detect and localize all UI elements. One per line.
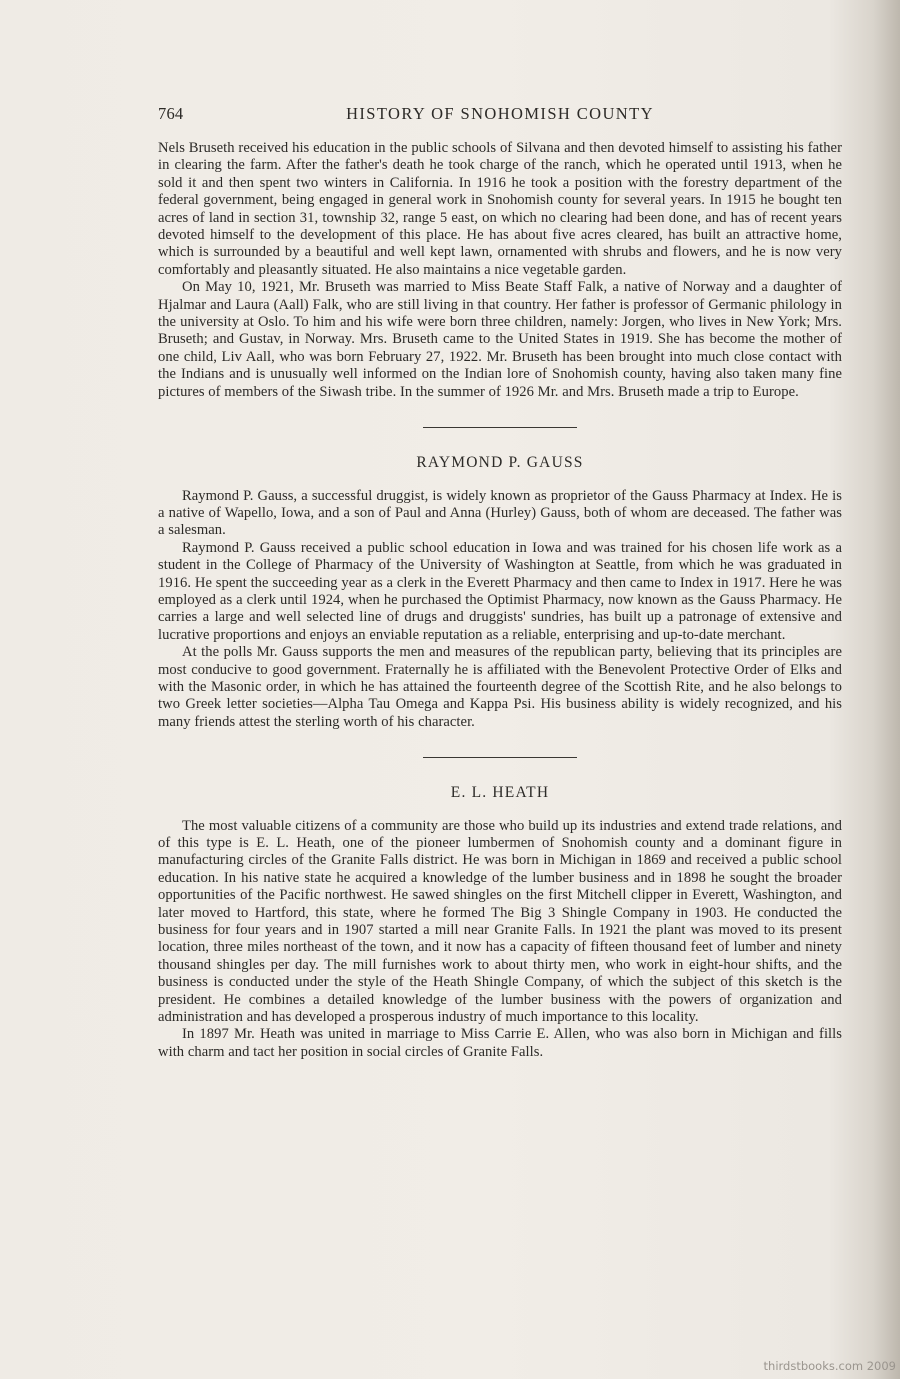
- heath-section-title: E. L. HEATH: [450, 784, 550, 802]
- intro-paragraph-1: Nels Bruseth received his education in the public schools of Silvana and then devoted himself to assisting his father in clearing the farm. After the father's death he took charge of the ranch, which he operated until 1913, when he sold it and then spent two winters in California. In 1916 he took a position with the forestry department of the federal government, being engaged in general work in Snohomish county for several years. In 1915 he bought ten acres of land in section 31, township 32, range 5 east, on which no clearing had been done, and has of recent years devoted himself to the development of this place. He has about five acres cleared, has built an attractive home, which is surrounded by a beautiful and well kept lawn, ornamented with shrubs and flowers, and he is now very comfortably and pleasantly situated. He also maintains a nice vegetable garden.: [158, 140, 842, 278]
- running-title: HISTORY OF SNOHOMISH COUNTY: [346, 104, 654, 123]
- heath-paragraph-1: The most valuable citizens of a community are those who build up its industries and extend trade relations, and of this type is E. L. Heath, one of the pioneer lumbermen of Snohomish county and a dominant figure in manufacturing circles of the Granite Falls district. He was born in Michigan in 1869 and received a public school education. In his native state he acquired a knowledge of the lumber business and in 1898 he sought the broader opportunities of the Pacific northwest. He sawed shingles on the first Mitchell clipper in Everett, Washington, and later moved to Hartford, this state, where he formed The Big 3 Shingle Company in 1903. He conducted the business for four years and in 1907 started a mill near Granite Falls. In 1921 the plant was moved to its present location, three miles northeast of the town, and it now has a capacity of fifteen thousand feet of lumber and ninety thousand shingles per day. The mill furnishes work to about thirty men, who work in eight-hour shifts, and the business is conducted under the style of the Heath Shingle Company, of which the subject of this sketch is the president. He combines a detailed knowledge of the lumber business with the powers of organization and administration and has developed a prosperous industry of much importance to this locality.: [158, 817, 842, 1026]
- page-number: 764: [158, 104, 184, 123]
- heath-paragraph-2: In 1897 Mr. Heath was united in marriage to Miss Carrie E. Allen, who was also born in Michigan and fills with charm and tact her position in social circles of Granite Falls.: [158, 1026, 842, 1060]
- watermark: thirdstbooks.com 2009: [763, 1359, 896, 1373]
- intro-paragraph-2: On May 10, 1921, Mr. Bruseth was married to Miss Beate Staff Falk, a native of Norway and a daughter of Hjalmar and Laura (Aall) Falk, who are still living in that country. Her father is professor of Germanic philology in the university at Oslo. To him and his wife were born three children, namely: Jorgen, who lives in New York; Mrs. Bruseth; and Gustav, in Norway. Mrs. Bruseth came to the United States in 1919. She has become the mother of one child, Liv Aall, who was born February 27, 1922. Mr. Bruseth has been brought into much close contact with the Indians and is unusually well informed on the Indian lore of Snohomish county, having also taken many fine pictures of members of the Siwash tribe. In the summer of 1926 Mr. and Mrs. Bruseth made a trip to Europe.: [158, 279, 842, 400]
- page-content: [158, 140, 842, 1061]
- gauss-section-title: RAYMOND P. GAUSS: [416, 454, 584, 472]
- gauss-paragraph-2: Raymond P. Gauss received a public school education in Iowa and was trained for his chosen life work as a student in the College of Pharmacy of the University of Washington at Seattle, from which he was graduated in 1916. He spent the succeeding year as a clerk in the Everett Pharmacy and then came to Index in 1917. Here he was employed as a clerk until 1924, when he purchased the Optimist Pharmacy, now known as the Gauss Pharmacy. He carries a large and well selected line of drugs and druggists' sundries, has built up a patronage of extensive and lucrative proportions and enjoys an enviable reputation as a reliable, enterprising and up-to-date merchant.: [158, 539, 842, 643]
- gauss-paragraph-3: At the polls Mr. Gauss supports the men and measures of the republican party, believing that its principles are most conducive to good government. Fraternally he is affiliated with the Benevolent Protective Order of Elks and with the Masonic order, in which he has attained the fourteenth degree of the Scottish Rite, and he also belongs to two Greek letter societies—Alpha Tau Omega and Kappa Psi. His business ability is widely recognized, and his many friends attest the sterling worth of his character.: [158, 644, 842, 730]
- page-header: [158, 104, 842, 126]
- gauss-paragraph-1: Raymond P. Gauss, a successful druggist, is widely known as proprietor of the Gauss Pharmacy at Index. He is a native of Wapello, Iowa, and a son of Paul and Anna (Hurley) Gauss, both of whom are deceased. The father was a salesman.: [158, 487, 842, 539]
